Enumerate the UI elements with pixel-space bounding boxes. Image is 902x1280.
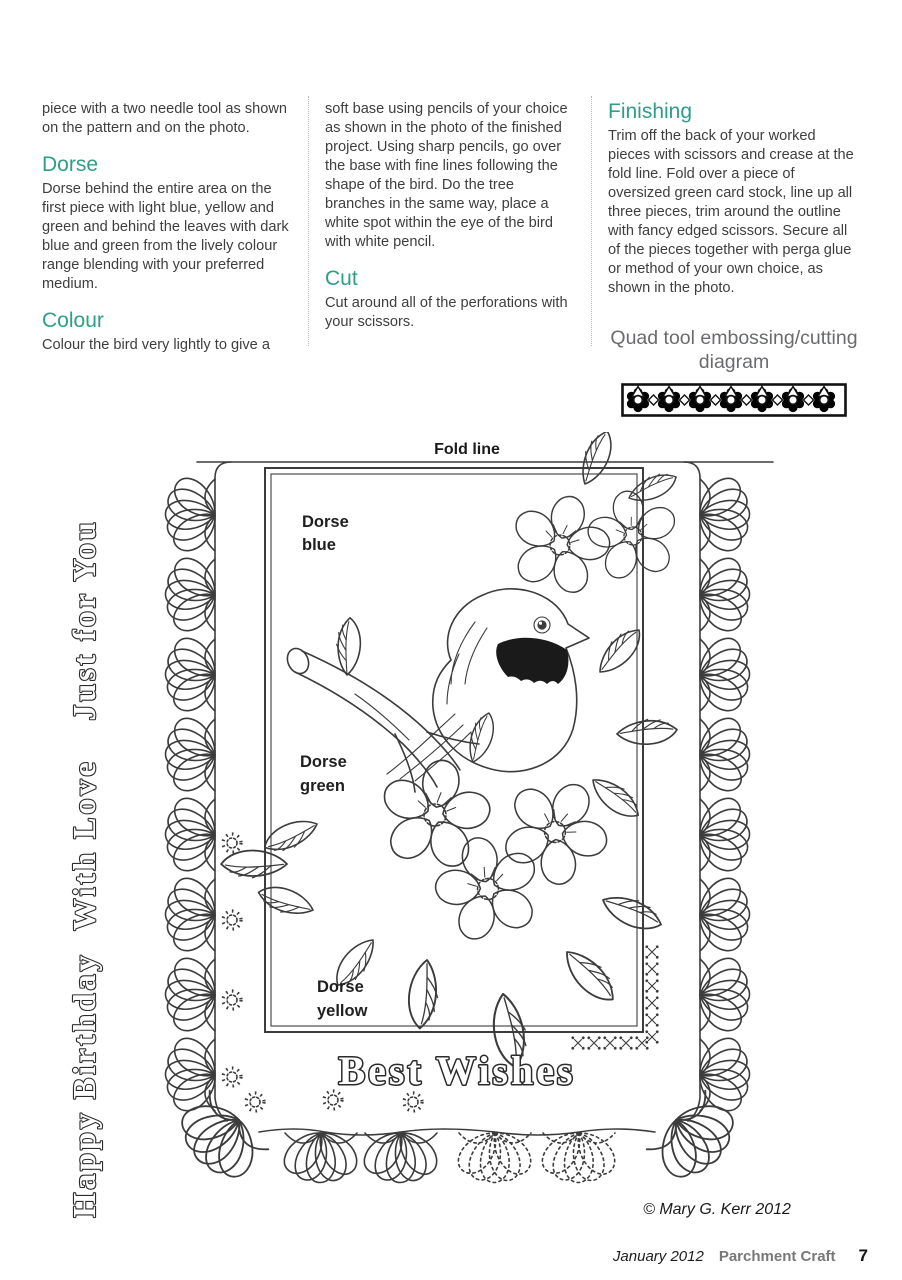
best-wishes-text: Best Wishes: [338, 1048, 576, 1093]
copyright-text: © Mary G. Kerr 2012: [643, 1201, 791, 1218]
paragraph-dorse: Dorse behind the entire area on the first piece with light blue, yellow and green and behind the leaves with dark blue and green from the lively colour range blending with your preferred medium.: [42, 181, 289, 292]
svg-text:Dorse: Dorse: [302, 513, 349, 531]
dogwood-flowers: [368, 483, 688, 954]
paragraph-colour: Colour the bird very lightly to give a: [42, 337, 270, 353]
dorse-blue-label: [302, 513, 349, 554]
heading-cut: Cut: [325, 267, 358, 290]
heading-colour: Colour: [42, 309, 104, 332]
quad-tool-diagram-title: Quad tool embossing/cutting diagram: [610, 327, 858, 373]
fold-line-label: Fold line: [434, 441, 500, 458]
svg-text:Dorse: Dorse: [300, 753, 347, 771]
heading-dorse: Dorse: [42, 153, 99, 176]
paragraph-colour-continued: soft base using pencils of your choice as shown in the photo of the finished project. Using sharp pencils, go over the base with fine lines following the shape of the bird. Do the tree branches in the same way, place a white spot within the eye of the bird with white pencil.: [325, 101, 568, 250]
quad-tool-border-strip: [621, 383, 847, 417]
greeting-vertical-text: [66, 519, 102, 1217]
dorse-yellow-label: [317, 978, 368, 1020]
greeting-happy-birthday: Happy Birthday: [66, 952, 102, 1218]
article-column-3: [608, 100, 860, 417]
greeting-with-love: With Love: [66, 759, 102, 931]
greeting-just-for-you: Just for You: [66, 519, 102, 721]
column-divider-2: [591, 96, 592, 346]
pattern-diagram: [55, 432, 815, 1235]
quad-tool-strip-art: [621, 383, 847, 417]
page-footer: [613, 1246, 868, 1266]
article-column-1: [42, 100, 295, 355]
paragraph-intro: piece with a two needle tool as shown on the pattern and on the photo.: [42, 101, 288, 136]
svg-text:yellow: yellow: [317, 1002, 368, 1020]
pattern-art: [55, 432, 815, 1235]
magazine-name: Parchment Craft: [718, 1248, 836, 1265]
heading-finishing: Finishing: [608, 100, 693, 123]
cross-perforation-row: [571, 945, 658, 1049]
issue-date: January 2012: [612, 1248, 704, 1265]
svg-text:Dorse: Dorse: [317, 978, 364, 996]
article-column-2: [325, 100, 578, 332]
svg-text:blue: blue: [302, 536, 336, 554]
column-divider-1: [308, 96, 309, 346]
bird-illustration: [219, 432, 679, 1068]
dorse-green-label: [300, 753, 347, 795]
paragraph-finishing: Trim off the back of your worked pieces with scissors and crease at the fold line. Fold over a piece of oversized green card stock, line up all three pieces, trim around the outline with fancy edged scissors. Secure all of the pieces together with perga glue or method of your own choice, as shown in the photo.: [608, 128, 854, 296]
paragraph-cut: Cut around all of the perforations with your scissors.: [325, 295, 568, 330]
svg-text:green: green: [300, 777, 345, 795]
page-number: 7: [858, 1246, 868, 1265]
